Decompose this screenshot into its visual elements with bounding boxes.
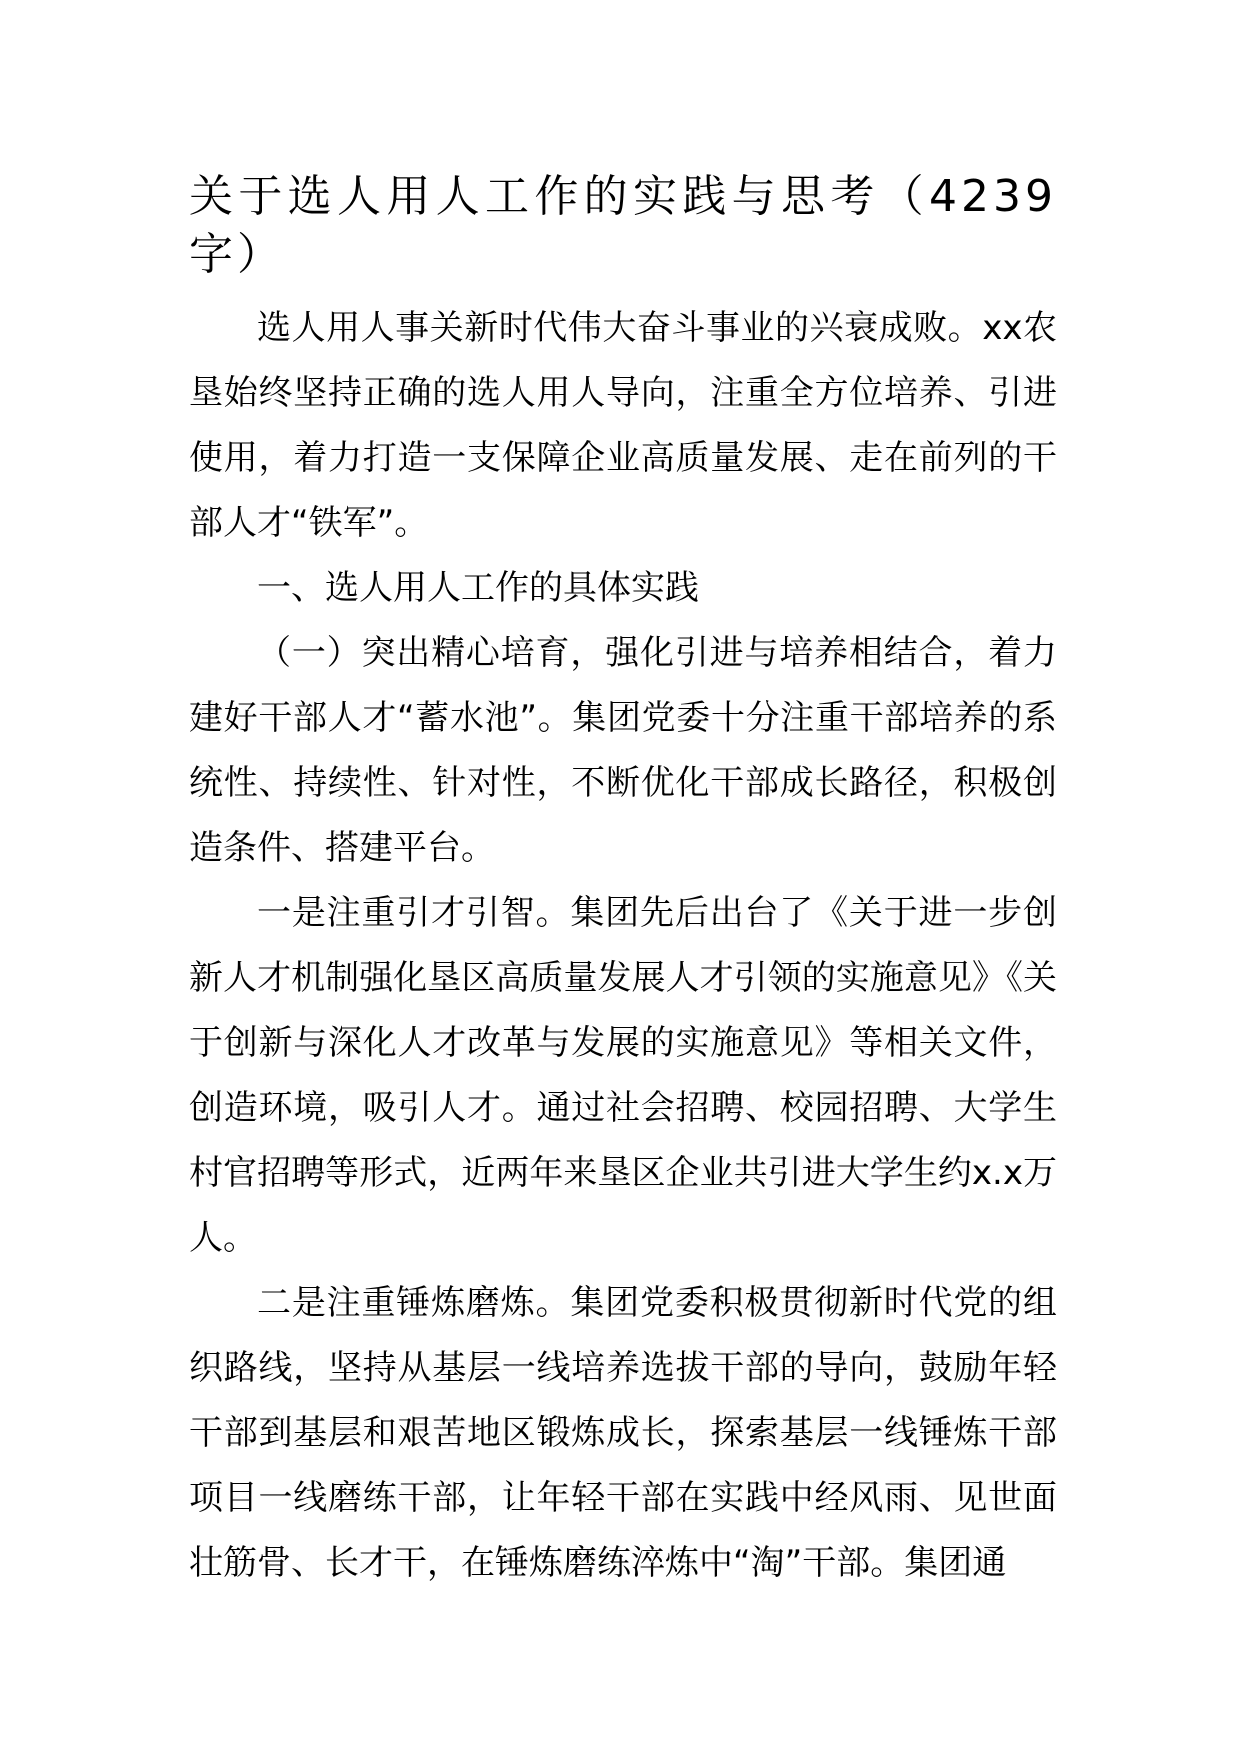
document-title: 关于选人用人工作的实践与思考（4239字）: [189, 171, 1057, 280]
subsection-heading-1: （一）突出精心培育，强化引进与培养相结合，着力建好干部人才“蓄水池”。集团党委十分注重干部培养的系统性、持续性、针对性，不断优化干部成长路径，积极创造条件、搭建平台。: [189, 633, 1057, 868]
paragraph-talent-introduction: 一是注重引才引智。集团先后出台了《关于进一步创新人才机制强化垦区高质量发展人才引领的实施意见》《关于创新与深化人才改革与发展的实施意见》等相关文件，创造环境，吸引人才。通过社会招聘、校园招聘、大学生村官招聘等形式，近两年来垦区企业共引进大学生约x.x万人。: [189, 893, 1057, 1258]
paragraph-intro: 选人用人事关新时代伟大奋斗事业的兴衰成败。xx农垦始终坚持正确的选人用人导向，注重全方位培养、引进使用，着力打造一支保障企业高质量发展、走在前列的干部人才“铁军”。: [189, 308, 1057, 543]
section-heading-1: 一、选人用人工作的具体实践: [257, 568, 699, 608]
document-body: [189, 168, 1057, 1596]
paragraph-tempering: 二是注重锤炼磨炼。集团党委积极贯彻新时代党的组织路线，坚持从基层一线培养选拔干部的导向，鼓励年轻干部到基层和艰苦地区锻炼成长，探索基层一线锤炼干部项目一线磨练干部，让年轻干部在实践中经风雨、见世面壮筋骨、长才干，在锤炼磨练淬炼中“淘”干部。集团通: [189, 1283, 1057, 1583]
